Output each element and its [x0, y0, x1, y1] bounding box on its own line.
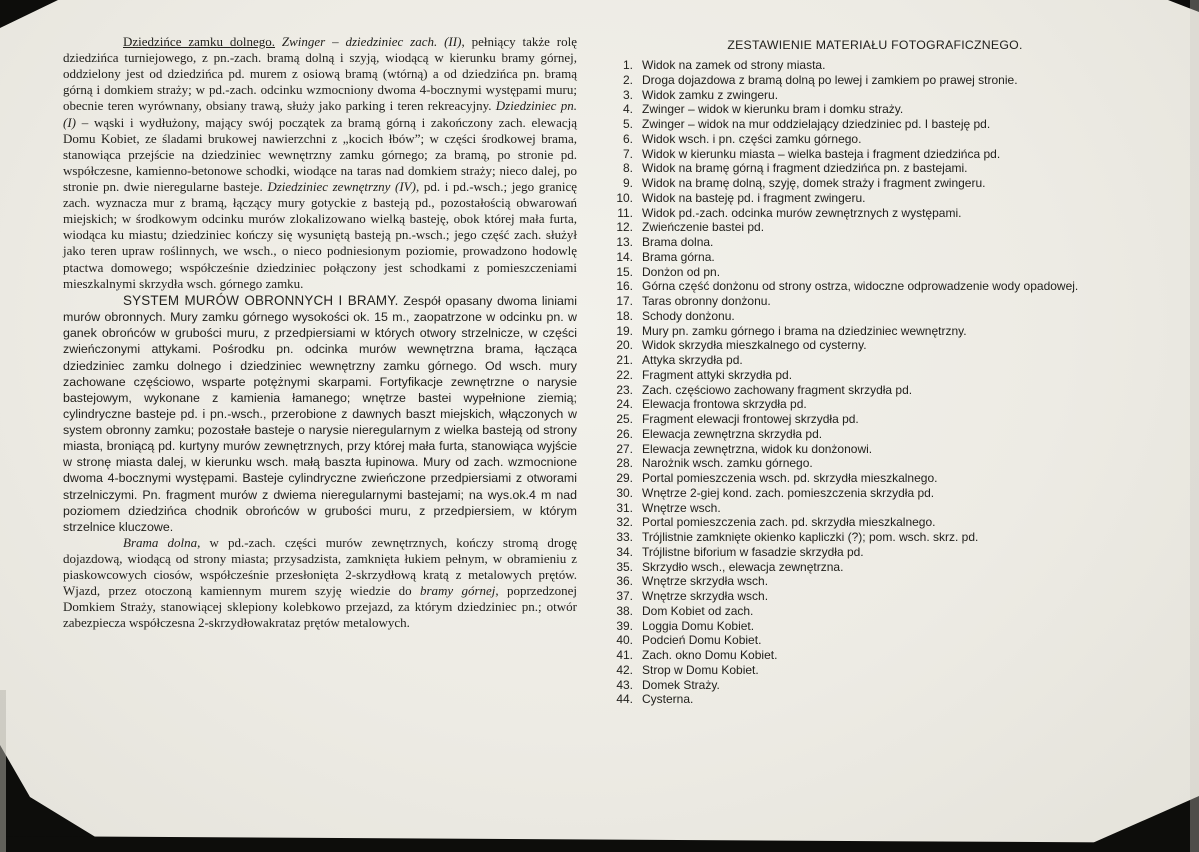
photo-list-item: [607, 220, 1143, 235]
photo-list-item: [607, 560, 1143, 575]
item-number: 40.: [616, 633, 633, 648]
item-number: 21.: [616, 353, 633, 368]
item-number: 25.: [616, 412, 633, 427]
scan-corner-top-left: [0, 0, 58, 28]
item-number: 15.: [616, 264, 633, 279]
lower-gate-term: Brama dolna: [123, 534, 198, 550]
photo-list-item: [607, 604, 1143, 619]
item-number: 5.: [622, 117, 633, 132]
photo-list-item: [607, 648, 1143, 663]
photo-list: [607, 58, 1143, 707]
item-text: Narożnik wsch. zamku górnego.: [642, 456, 813, 471]
photo-list-item: [607, 279, 1143, 294]
item-number: 1.: [622, 58, 633, 73]
paragraph-walls: [63, 292, 577, 535]
photo-list-item: [607, 176, 1143, 191]
item-text: Trójlistne biforium w fasadzie skrzydła pd.: [642, 544, 864, 559]
item-number: 14.: [616, 249, 633, 264]
item-text: Dom Kobiet od zach.: [642, 603, 754, 618]
item-text: Elewacja zewnętrzna, widok ku donżonowi.: [642, 441, 873, 456]
item-number: 30.: [616, 485, 633, 500]
item-text: Zwinger – widok w kierunku bram i domku straży.: [642, 102, 904, 117]
photo-list-item: [607, 383, 1143, 398]
item-number: 19.: [616, 323, 633, 338]
item-text: Wnętrze skrzydła wsch.: [642, 589, 769, 604]
zwinger-term: Zwinger – dziedziniec zach. (II): [275, 34, 462, 49]
photo-list-item: [607, 58, 1143, 73]
item-text: Portal pomieszczenia wsch. pd. skrzydła mieszkalnego.: [642, 471, 938, 486]
item-text: Domek Straży.: [642, 677, 720, 692]
photo-list-item: [607, 294, 1143, 309]
photo-list-item: [607, 309, 1143, 324]
scan-corner-bottom-left: [0, 745, 120, 852]
courtyards-text-2: – wąski i wydłużony, mający swój początek za bramą górną i zakończony zach. elewacją Domu Kobiet, ze śladami brukowej nawierzchni z „kocich łbów”; w części środkowej brama, stanowiąca przejście na dziedziniec wewnętrzny zamku górnego; za bramą, po stronie pd. współczesne, kamienno-betonowe schodki, wiodące na taras nad domkiem straży; nieco dalej, po stronie pn. dwie nieregularne basteje.: [63, 114, 577, 194]
item-number: 18.: [616, 308, 633, 323]
photo-list-item: [607, 442, 1143, 457]
item-text: Wnętrze wsch.: [642, 500, 721, 515]
item-number: 12.: [616, 220, 633, 235]
photo-list-item: [607, 501, 1143, 516]
item-text: Widok na zamek od strony miasta.: [642, 58, 826, 73]
scan-corner-bottom-right: [1072, 796, 1199, 852]
photo-list-item: [607, 353, 1143, 368]
item-text: Attyka skrzydła pd.: [642, 353, 743, 368]
item-number: 26.: [616, 426, 633, 441]
item-number: 7.: [622, 146, 633, 161]
item-text: Wnętrze skrzydła wsch.: [642, 574, 769, 589]
outer-courtyard-term: Dziedziniec zewnętrzny (IV): [267, 178, 416, 194]
item-text: Zwinger – widok na mur oddzielający dziedziniec pd. I basteję pd.: [642, 117, 991, 132]
item-number: 38.: [616, 603, 633, 618]
photo-list-item: [607, 324, 1143, 339]
item-number: 23.: [616, 382, 633, 397]
item-number: 20.: [616, 338, 633, 353]
item-number: 42.: [616, 662, 633, 677]
photo-list-item: [607, 132, 1143, 147]
item-number: 2.: [622, 72, 633, 87]
item-number: 3.: [622, 87, 633, 102]
scan-bottom-band: [0, 836, 1199, 852]
photo-list-item: [607, 250, 1143, 265]
item-text: Podcień Domu Kobiet.: [642, 633, 762, 648]
walls-section-heading: SYSTEM MURÓW OBRONNYCH I BRAMY.: [123, 292, 399, 308]
item-number: 29.: [616, 471, 633, 486]
photo-list-item: [607, 206, 1143, 221]
item-text: Droga dojazdowa z bramą dolną po lewej i zamkiem po prawej stronie.: [642, 72, 1018, 87]
item-text: Cysterna.: [642, 692, 694, 707]
item-number: 11.: [617, 205, 633, 220]
photo-list-item: [607, 161, 1143, 176]
north-courtyard-term: Dziedziniec pn. (I): [63, 98, 577, 130]
item-number: 17.: [616, 294, 633, 309]
photo-list-item: [607, 397, 1143, 412]
photo-list-item: [607, 633, 1143, 648]
item-text: Zach. częściowo zachowany fragment skrzydła pd.: [642, 382, 913, 397]
item-text: Widok skrzydła mieszkalnego od cysterny.: [642, 338, 867, 353]
paragraph-courtyards: [63, 34, 577, 292]
item-number: 39.: [616, 618, 633, 633]
courtyards-text-1: , pełniący także rolę dziedzińca turniejowego, z pn.-zach. bramą dolną i szyją, wiodącą w kierunku bramy górnej, oddzielony jest od dziedzińca pd. murem z osiową bramą (wtórną) a od dziedzińca pn. bramą górną i domkiem straży; w pd.-zach. odcinku wzmocniony dwoma 4-bocznymi występami muru; obecnie teren wyrównany, obsiany trawą, służy jako parking i teren rekreacyjny.: [63, 34, 577, 114]
photo-list-item: [607, 692, 1143, 707]
item-number: 34.: [616, 544, 633, 559]
photo-inventory-title: ZESTAWIENIE MATERIAŁU FOTOGRAFICZNEGO.: [727, 38, 1023, 52]
item-text: Widok na basteję pd. i fragment zwingeru.: [642, 190, 866, 205]
photo-list-item: [607, 545, 1143, 560]
paragraph-gates: [63, 535, 577, 632]
walls-text: Zespół opasany dwoma liniami murów obronnych. Mury zamku górnego wysokości ok. 15 m., zaopatrzone w odcinku pn. w ganek obrońców w grubości muru, z przedpiersiami w których otwory strzelnicze, w części zwieńczonymi attykami. Pośrodku pn. odcinka murów wewnętrzna brama, łącząca dziedziniec zamku dolnego i dziedziniec wewnętrzny zamku górnego. Od wsch. mury zachowane częściowo, wsparte potężnymi skarpami. Fortyfikacje zewnętrzne o narysie bastejowym, wykonane z kamienia łamanego; wnętrze bastei wypełnione ziemią; cylindryczne basteje pd. i pn.-wsch., przerobione z dawnych baszt miejskich, włączonych w system obronny zamku; pozostałe basteje o narysie nieregularnym z wielka basteją od strony miasta, broniącą pd. kurtyny murów zewnętrznych, przy której mała furta, stanowiąca wyjście w stronę miasta dalej, w kierunku wsch. małą baszta łupinowa. Mury od zach. wzmocnione dwoma 4-bocznymi występami. Basteje cylindryczne zwieńczone przedpiersiami z otworami strzelniczymi. Pn. fragment murów z dwiema nieregularnymi bastejami; na wys.ok.4 m nad poziomem dziedzińca chodnik obrońców w grubości muru, z przedpiersiem, w którym strzelnice kluczowe.: [63, 293, 577, 534]
photo-list-item: [607, 515, 1143, 530]
item-number: 33.: [616, 530, 633, 545]
courtyards-text-3: , pd. i pd.-wsch.; jego granicę zach. wyznacza mur z bramą, łączący mury gotyckie z basteją pd., pozostałością obwarowań miejskich; w środkowym odcinku murów zlokalizowano wielką basteję, obok której mała furta, wiodąca ku miastu; dziedziniec kończy się wysuniętą basteją pn.-wsch.; jego część zach. służył jako teren upraw roślinnych, we wsch., o nieco podniesionym poziomie, prowadzono hodowlę ptactwa domowego; współcześnie dziedziniec połączony jest schodkami z pomieszczeniami mieszkalnymi skrzydła wsch. górnego zamku.: [63, 178, 577, 291]
item-text: Górna część donżonu od strony ostrza, widoczne odprowadzenie wody opadowej.: [642, 279, 1079, 294]
item-text: Donżon od pn.: [642, 264, 721, 279]
item-number: 8.: [622, 161, 633, 176]
item-text: Brama dolna.: [642, 235, 714, 250]
gates-text-1: , w pd.-zach. części murów zewnętrznych, kończy stromą drogę dojazdową, wiodącą od strony miasta; przysadzista, zamknięta łukiem pełnym, w obramieniu z piaskowcowych ciosów, współcześnie przesłonięta 2-skrzydłową kratą z metalowych prętów. Wjazd, przez otoczoną kamiennym murem szyję wiedzie do: [63, 534, 578, 599]
item-number: 28.: [616, 456, 633, 471]
photo-list-item: [607, 619, 1143, 634]
item-text: Wnętrze 2-giej kond. zach. pomieszczenia skrzydła pd.: [642, 485, 935, 500]
item-number: 27.: [616, 441, 633, 456]
item-text: Widok wsch. i pn. części zamku górnego.: [642, 131, 862, 146]
scan-right-edge-shade: [1190, 0, 1199, 852]
item-text: Elewacja frontowa skrzydła pd.: [642, 397, 807, 412]
scan-corner-top-right: [1168, 0, 1199, 12]
item-text: Trójlistnie zamknięte okienko kapliczki (?); pom. wsch. skrz. pd.: [642, 530, 979, 545]
photo-list-item: [607, 412, 1143, 427]
item-number: 16.: [616, 279, 633, 294]
description-column: [63, 34, 577, 632]
photo-list-item: [607, 589, 1143, 604]
item-text: Widok zamku z zwingeru.: [642, 87, 779, 102]
item-text: Strop w Domu Kobiet.: [642, 662, 759, 677]
photo-list-item: [607, 265, 1143, 280]
item-number: 9.: [622, 176, 633, 191]
item-text: Widok na bramę górną i fragment dziedzińca pn. z bastejami.: [642, 161, 968, 176]
item-text: Skrzydło wsch., elewacja zewnętrzna.: [642, 559, 844, 574]
item-number: 4.: [622, 102, 633, 117]
photo-list-item: [607, 678, 1143, 693]
gates-text-2: , poprzedzonej Domkiem Straży, stanowiącej sklepiony kolebkowo przejazd, za którym dziedziniec pn.; otwór zabezpiecza współczesna 2-skrzydłowakrataz prętów metalowych.: [63, 583, 577, 631]
photo-list-item: [607, 530, 1143, 545]
item-text: Widok na bramę dolną, szyję, domek straży i fragment zwingeru.: [642, 176, 986, 191]
photo-list-item: [607, 471, 1143, 486]
item-number: 37.: [616, 589, 633, 604]
photo-list-item: [607, 191, 1143, 206]
upper-gate-term: bramy górnej: [419, 583, 496, 599]
item-number: 32.: [616, 515, 633, 530]
item-text: Portal pomieszczenia zach. pd. skrzydła mieszkalnego.: [642, 515, 936, 530]
item-number: 22.: [616, 367, 633, 382]
photo-list-item: [607, 117, 1143, 132]
item-number: 36.: [616, 574, 633, 589]
photo-list-item: [607, 235, 1143, 250]
item-number: 31.: [616, 500, 633, 515]
photo-inventory-column: [607, 38, 1143, 707]
item-text: Elewacja zewnętrzna skrzydła pd.: [642, 426, 823, 441]
item-text: Fragment attyki skrzydła pd.: [642, 367, 793, 382]
item-text: Fragment elewacji frontowej skrzydła pd.: [642, 412, 859, 427]
photo-list-item: [607, 574, 1143, 589]
item-text: Widok pd.-zach. odcinka murów zewnętrznych z występami.: [642, 205, 962, 220]
item-text: Mury pn. zamku górnego i brama na dziedziniec wewnętrzny.: [642, 323, 967, 338]
item-number: 13.: [616, 235, 633, 250]
item-text: Brama górna.: [642, 249, 715, 264]
item-number: 41.: [616, 648, 633, 663]
item-number: 44.: [616, 692, 633, 707]
item-text: Schody donżonu.: [642, 308, 735, 323]
item-number: 10.: [616, 190, 633, 205]
item-text: Loggia Domu Kobiet.: [642, 618, 755, 633]
item-text: Zach. okno Domu Kobiet.: [642, 648, 778, 663]
scan-left-edge-shade: [0, 690, 6, 852]
item-text: Taras obronny donżonu.: [642, 294, 771, 309]
photo-list-item: [607, 88, 1143, 103]
item-text: Widok w kierunku miasta – wielka basteja i fragment dziedzińca pd.: [642, 146, 1001, 161]
item-number: 6.: [622, 131, 633, 146]
photo-list-item: [607, 73, 1143, 88]
photo-list-item: [607, 338, 1143, 353]
courtyards-heading: Dziedzińce zamku dolnego.: [123, 34, 276, 49]
photo-list-item: [607, 147, 1143, 162]
photo-list-item: [607, 368, 1143, 383]
photo-list-item: [607, 102, 1143, 117]
item-text: Zwieńczenie bastei pd.: [642, 220, 765, 235]
item-number: 43.: [616, 677, 633, 692]
photo-list-item: [607, 427, 1143, 442]
photo-list-item: [607, 456, 1143, 471]
item-number: 35.: [616, 559, 633, 574]
photo-list-item: [607, 663, 1143, 678]
item-number: 24.: [616, 397, 633, 412]
photo-list-item: [607, 486, 1143, 501]
